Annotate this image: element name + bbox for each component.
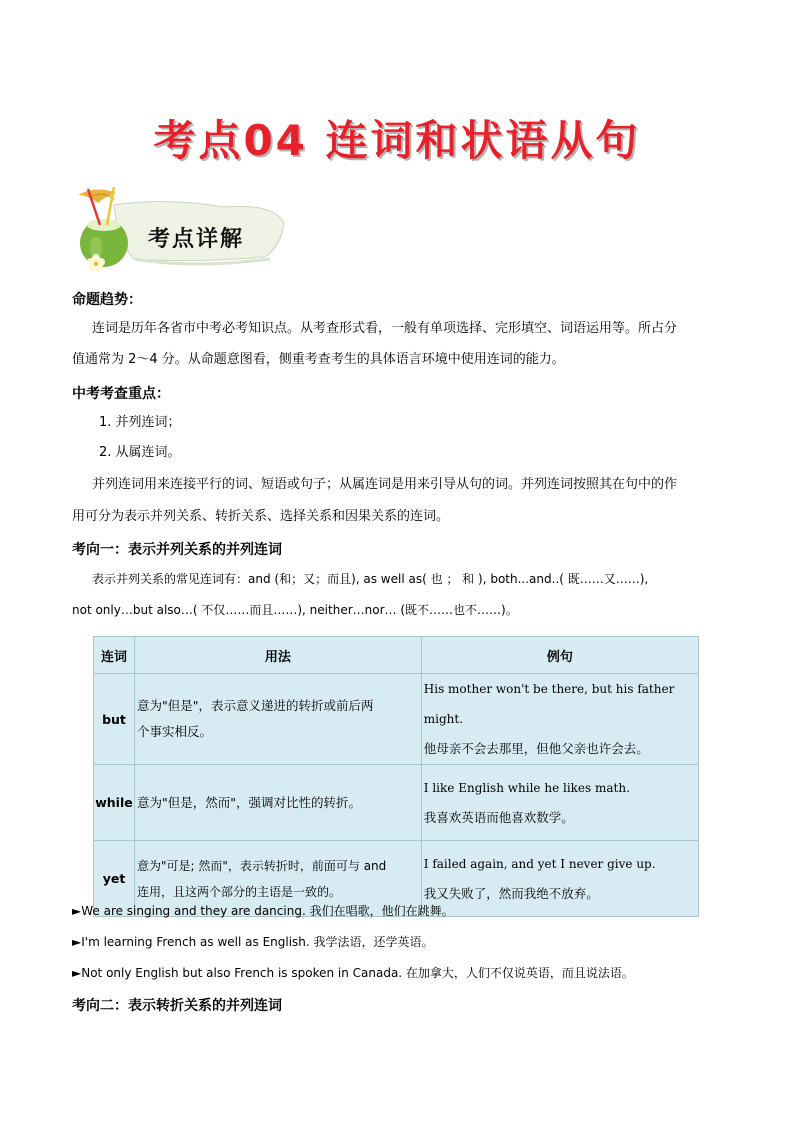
example-chinese: 我又失败了，然而我绝不放弃。 bbox=[423, 885, 599, 901]
section1-heading: 考向一：表示并列关系的并列连词 bbox=[72, 542, 282, 558]
example-cell bbox=[421, 765, 698, 841]
header-conjunction: 连词 bbox=[94, 637, 135, 674]
section-badge-label: 考点详解 bbox=[148, 226, 245, 252]
page-title: 考点04 连词和状语从句 bbox=[153, 116, 641, 165]
trend-line-1: 连词是历年各省市中考必考知识点。从考查形式看，一般有单项选择、完形填空、词语运用等。所占分 bbox=[92, 321, 678, 336]
example-chinese: 我喜欢英语而他喜欢数学。 bbox=[423, 809, 574, 825]
trend-line-2: 值通常为 2～4 分。从命题意图看，侧重考查考生的具体语言环境中使用连词的能力。 bbox=[72, 352, 565, 367]
header-usage: 用法 bbox=[134, 637, 421, 674]
usage-cell bbox=[134, 674, 421, 765]
conjunction-cell: yet bbox=[94, 841, 135, 917]
focus-item-1: 1. 并列连词； bbox=[99, 415, 181, 430]
focus-item-2: 2. 从属连词。 bbox=[99, 445, 181, 460]
section1-line-1: 表示并列关系的常见连词有：and (和；又；而且), as well as( 也 ； 和 ), both...and..( 既……又……), bbox=[92, 572, 649, 586]
example-sentence-3: ►Not only English but also French is spoken in Canada. 在加拿大，人们不仅说英语，而且说法语。 bbox=[72, 966, 634, 980]
header-example: 例句 bbox=[421, 637, 698, 674]
conjunction-cell: but bbox=[94, 674, 135, 765]
focus-heading: 中考考查重点： bbox=[72, 386, 170, 402]
intro-line-1: 并列连词用来连接平行的词、短语或句子；从属连词是用来引导从句的词。并列连词按照其在句中的作 bbox=[92, 477, 678, 492]
section2-heading: 考向二：表示转折关系的并列连词 bbox=[72, 998, 282, 1014]
usage-line: 意为"但是，然而"，强调对比性的转折。 bbox=[136, 794, 361, 810]
intro-line-2: 用可分为表示并列关系、转折关系、选择关系和因果关系的连词。 bbox=[72, 509, 450, 524]
conjunction-cell: while bbox=[94, 765, 135, 841]
section1-line-2: not only…but also…( 不仅……而且……), neither…nor… (既不……也不……)。 bbox=[72, 603, 518, 617]
example-sentence-1: ►We are singing and they are dancing. 我们在唱歌，他们在跳舞。 bbox=[72, 904, 454, 918]
usage-line: 意为"但是"，表示意义递进的转折或前后两 bbox=[136, 698, 374, 713]
conjunction-table bbox=[93, 636, 699, 917]
table-header-row bbox=[94, 637, 699, 674]
example-english: His mother won't be there, but his father might. bbox=[423, 682, 675, 726]
usage-line: 个事实相反。 bbox=[136, 724, 212, 739]
example-cell bbox=[421, 674, 698, 765]
table-row bbox=[94, 765, 699, 841]
table-row bbox=[94, 674, 699, 765]
usage-line: 意为"可是; 然而"，表示转折时，前面可与 and bbox=[136, 858, 387, 873]
usage-line: 连用，且这两个部分的主语是一致的。 bbox=[136, 884, 341, 899]
usage-cell bbox=[134, 765, 421, 841]
example-english: I failed again, and yet I never give up. bbox=[423, 856, 656, 871]
example-english: I like English while he likes math. bbox=[423, 780, 630, 795]
trend-heading: 命题趋势： bbox=[72, 292, 142, 308]
example-cell bbox=[421, 841, 698, 917]
example-chinese: 他母亲不会去那里，但他父亲也许会去。 bbox=[423, 741, 649, 756]
example-sentence-2: ►I'm learning French as well as English. 我学法语，还学英语。 bbox=[72, 935, 434, 949]
